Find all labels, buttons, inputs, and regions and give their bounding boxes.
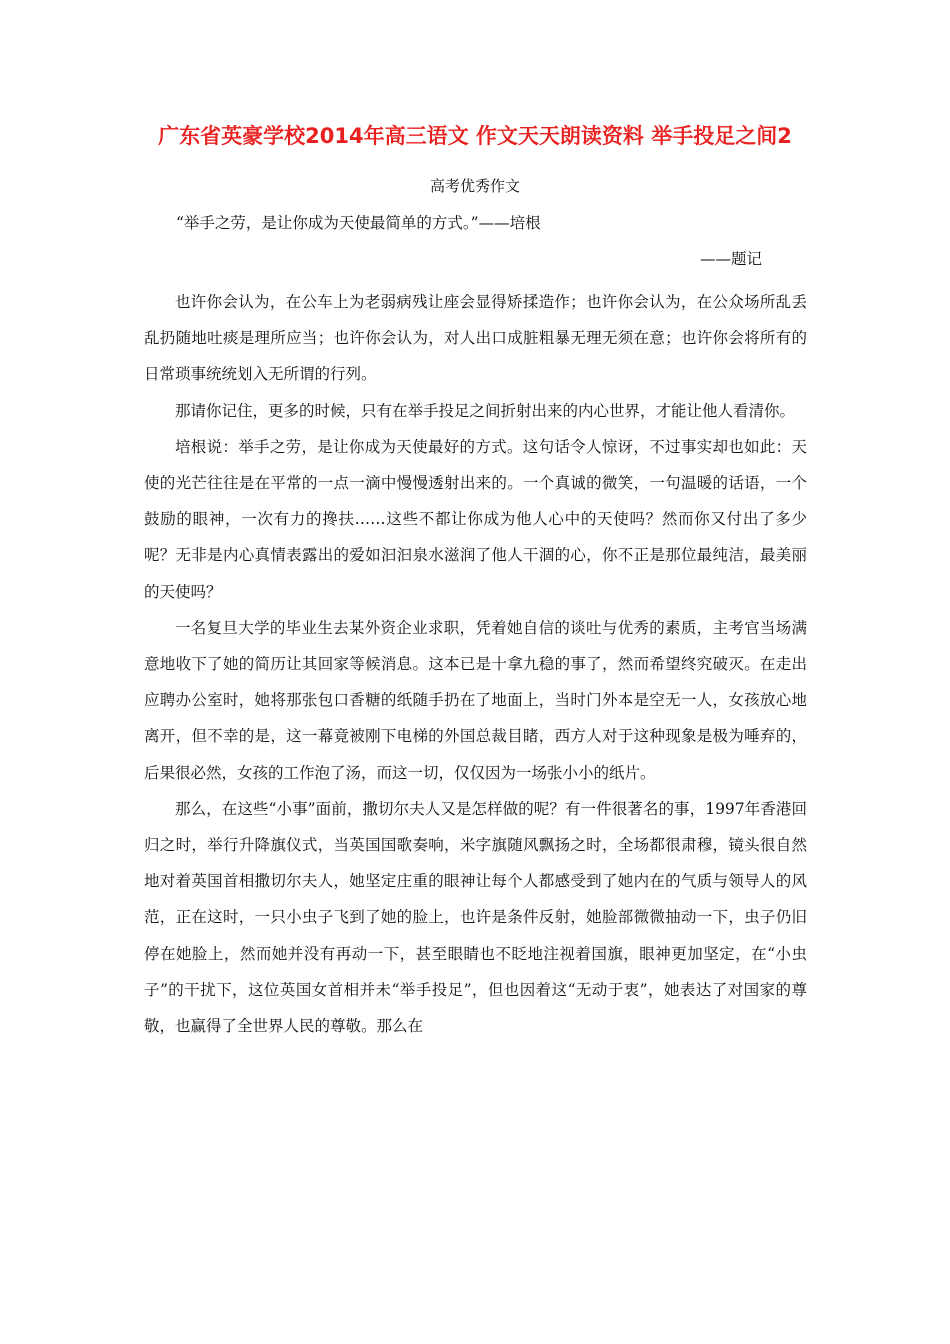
paragraph: 那请你记住，更多的时候，只有在举手投足之间折射出来的内心世界，才能让他人看清你。: [175, 401, 796, 420]
essay-body: [144, 284, 807, 1044]
paragraph: 也许你会认为，在公车上为老弱病残让座会显得矫揉造作；也许你会认为，在公众场所乱丢乱扔随地吐痰是理所应当；也许你会认为，对人出口成脏粗暴无理无须在意；也许你会将所有的日常琐事统统划入无所谓的行列。: [144, 293, 807, 384]
document-subtitle: 高考优秀作文: [429, 177, 520, 195]
epigraph-signature: ——题记: [699, 250, 762, 268]
paragraph: 那么，在这些“小事”面前，撒切尔夫人又是怎样做的呢？有一件很著名的事，1997年香港回归之时，举行升降旗仪式，当英国国歌奏响，米字旗随风飘扬之时，全场都很肃穆，镜头很自然地对着英国首相撒切尔夫人，她坚定庄重的眼神让每个人都感受到了她内在的气质与领导人的风范，正在这时，一只小虫子飞到了她的脸上，也许是条件反射，她脸部微微抽动一下，虫子仍旧停在她脸上，然而她并没有再动一下，甚至眼睛也不眨地注视着国旗，眼神更加坚定，在“小虫子”的干扰下，这位英国女首相并未“举手投足”，但也因着这“无动于衷”，她表达了对国家的尊敬，也赢得了全世界人民的尊敬。那么在: [144, 799, 807, 1036]
paragraph: 一名复旦大学的毕业生去某外资企业求职，凭着她自信的谈吐与优秀的素质，主考官当场满意地收下了她的简历让其回家等候消息。这本已是十拿九稳的事了，然而希望终究破灭。在走出应聘办公室时，她将那张包口香糖的纸随手扔在了地面上，当时门外本是空无一人，女孩放心地离开，但不幸的是，这一幕竟被刚下电梯的外国总裁目睹，西方人对于这种现象是极为唾弃的，后果很必然，女孩的工作泡了汤，而这一切，仅仅因为一场张小小的纸片。: [144, 618, 807, 782]
paragraph: 培根说：举手之劳，是让你成为天使最好的方式。这句话令人惊讶，不过事实却也如此：天使的光芒往往是在平常的一点一滴中慢慢透射出来的。一个真诚的微笑，一句温暖的话语，一个鼓励的眼神，一次有力的搀扶……这些不都让你成为他人心中的天使吗？然而你又付出了多少呢？无非是内心真情表露出的爱如汩汩泉水滋润了他人干涸的心，你不正是那位最纯洁，最美丽的天使吗？: [144, 437, 807, 601]
document-title: 广东省英豪学校2014年高三语文 作文天天朗读资料 举手投足之间2: [158, 124, 792, 148]
epigraph-quote: “举手之劳，是让你成为天使最简单的方式。”——培根: [176, 214, 541, 232]
